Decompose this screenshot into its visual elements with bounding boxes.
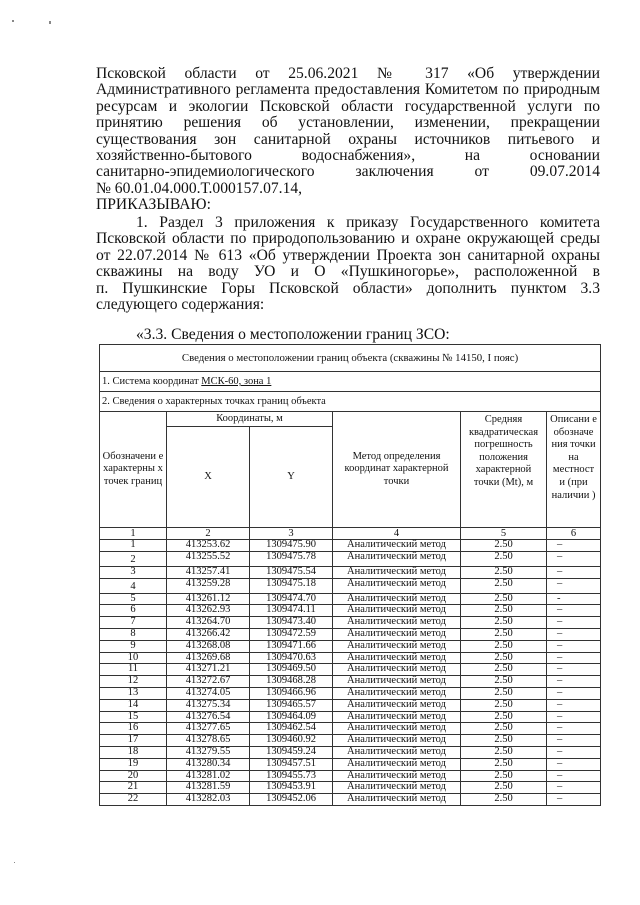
error-value: 2.50 (461, 664, 547, 676)
method: Аналитический метод (333, 687, 461, 699)
x-coordinate: 413280.34 (167, 758, 250, 770)
header-y: Y (250, 427, 333, 528)
point-number: 10 (100, 652, 167, 664)
point-description: – (547, 723, 601, 735)
text-line: Псковской области по природопользованию и охране окружающей среды (96, 230, 600, 248)
error-value: 2.50 (461, 770, 547, 782)
point-description: – (547, 711, 601, 723)
point-description: – (547, 699, 601, 711)
method: Аналитический метод (333, 746, 461, 758)
scan-speck (49, 21, 51, 24)
intro-paragraph (96, 66, 600, 214)
x-coordinate: 413279.55 (167, 746, 250, 758)
method: Аналитический метод (333, 566, 461, 578)
method: Аналитический метод (333, 652, 461, 664)
text-line: санитарно-эпидемиологического заключения от 09.07.2014 (96, 163, 600, 181)
x-coordinate: 413255.52 (167, 551, 250, 566)
point-description: - (547, 593, 601, 605)
coordinate-system (100, 372, 601, 392)
y-coordinate: 1309475.90 (250, 540, 333, 552)
point-number: 2 (100, 551, 167, 566)
y-coordinate: 1309457.51 (250, 758, 333, 770)
x-coordinate: 413277.65 (167, 723, 250, 735)
x-coordinate: 413278.65 (167, 735, 250, 747)
header-coordinates: Координаты, м (167, 412, 333, 427)
y-coordinate: 1309475.78 (250, 551, 333, 566)
method: Аналитический метод (333, 770, 461, 782)
error-value: 2.50 (461, 578, 547, 593)
method: Аналитический метод (333, 711, 461, 723)
method: Аналитический метод (333, 605, 461, 617)
point-number: 21 (100, 782, 167, 794)
x-coordinate: 413268.08 (167, 640, 250, 652)
point-number: 19 (100, 758, 167, 770)
y-coordinate: 1309459.24 (250, 746, 333, 758)
table-title-row (100, 345, 601, 372)
x-coordinate: 413269.68 (167, 652, 250, 664)
method: Аналитический метод (333, 782, 461, 794)
error-value: 2.50 (461, 540, 547, 552)
y-coordinate: 1309462.54 (250, 723, 333, 735)
table-row (100, 735, 601, 747)
table-row (100, 770, 601, 782)
point-description: – (547, 628, 601, 640)
error-value: 2.50 (461, 758, 547, 770)
point-number: 4 (100, 578, 167, 593)
point-number: 14 (100, 699, 167, 711)
error-value: 2.50 (461, 566, 547, 578)
point-number: 13 (100, 687, 167, 699)
point-number: 20 (100, 770, 167, 782)
point-number: 16 (100, 723, 167, 735)
point-description: – (547, 687, 601, 699)
error-value: 2.50 (461, 617, 547, 629)
text-line: Административного регламента предоставления Комитетом по природным (96, 81, 600, 99)
point-description: – (547, 578, 601, 593)
table-row (100, 746, 601, 758)
table-row (100, 664, 601, 676)
y-coordinate: 1309471.66 (250, 640, 333, 652)
x-coordinate: 413281.02 (167, 770, 250, 782)
x-coordinate: 413275.34 (167, 699, 250, 711)
point-number: 1 (100, 540, 167, 552)
point-description: – (547, 566, 601, 578)
table-row (100, 687, 601, 699)
header-error: Средняя квадратическая погрешность положения характерной точки (Мt), м (461, 412, 547, 528)
text-line: существования зон санитарной охраны источников питьевого и (96, 130, 600, 148)
method: Аналитический метод (333, 794, 461, 806)
table-title: Сведения о местоположении границ объекта (скважины № 14150, I пояс) (100, 345, 601, 372)
table-row (100, 551, 601, 566)
y-coordinate: 1309474.70 (250, 593, 333, 605)
column-number: 5 (461, 528, 547, 540)
y-coordinate: 1309475.18 (250, 578, 333, 593)
table-row (100, 699, 601, 711)
y-coordinate: 1309472.59 (250, 628, 333, 640)
table-row (100, 676, 601, 688)
error-value: 2.50 (461, 711, 547, 723)
text-line: ресурсам и экологии Псковской области государственной услуги по (96, 97, 600, 115)
x-coordinate: 413259.28 (167, 578, 250, 593)
point-description: – (547, 794, 601, 806)
point-number: 8 (100, 628, 167, 640)
column-numbers-row (100, 528, 601, 540)
table-row (100, 652, 601, 664)
text-line: скважины на воду УО и О «Пушкиногорье», расположенной в (96, 263, 600, 281)
y-coordinate: 1309469.50 (250, 664, 333, 676)
text-line: следующего содержания: (96, 295, 265, 313)
order-word: ПРИКАЗЫВАЮ: (96, 196, 211, 214)
table-row (100, 605, 601, 617)
y-coordinate: 1309452.06 (250, 794, 333, 806)
point-description: – (547, 664, 601, 676)
coordinate-system-label: 1. Система координат (102, 376, 202, 387)
error-value: 2.50 (461, 593, 547, 605)
table-row (100, 758, 601, 770)
header-point-designation: Обозначени е характерны х точек границ (100, 412, 167, 528)
points-section-row (100, 392, 601, 412)
table-row (100, 628, 601, 640)
point-number: 22 (100, 794, 167, 806)
error-value: 2.50 (461, 735, 547, 747)
error-value: 2.50 (461, 782, 547, 794)
text-line: Псковской области от 25.06.2021 № 317 «Об утверждении (96, 65, 600, 82)
point-description: – (547, 758, 601, 770)
table-row (100, 566, 601, 578)
point-description: – (547, 617, 601, 629)
point-description: – (547, 640, 601, 652)
method: Аналитический метод (333, 676, 461, 688)
table-body (100, 540, 601, 806)
text-line: п. Пушкинские Горы Псковской области» дополнить пунктом 3.3 (96, 279, 600, 297)
point-number: 18 (100, 746, 167, 758)
section-3-3-heading: «3.3. Сведения о местоположении границ ЗСО: (136, 326, 450, 343)
coordinate-system-row (100, 372, 601, 392)
point-number: 7 (100, 617, 167, 629)
method: Аналитический метод (333, 551, 461, 566)
table-row (100, 723, 601, 735)
zso-boundary-table (99, 344, 601, 806)
x-coordinate: 413253.62 (167, 540, 250, 552)
y-coordinate: 1309460.92 (250, 735, 333, 747)
text-line: от 22.07.2014 № 613 «Об утверждении Проекта зон санитарной охраны (96, 246, 600, 264)
table-row (100, 640, 601, 652)
table-row (100, 782, 601, 794)
text-line: 1. Раздел 3 приложения к приказу Государственного комитета (136, 214, 600, 231)
table-row (100, 617, 601, 629)
x-coordinate: 413266.42 (167, 628, 250, 640)
method: Аналитический метод (333, 628, 461, 640)
error-value: 2.50 (461, 551, 547, 566)
point-description: – (547, 540, 601, 552)
y-coordinate: 1309455.73 (250, 770, 333, 782)
header-row-1 (100, 412, 601, 427)
point-description: – (547, 782, 601, 794)
y-coordinate: 1309468.28 (250, 676, 333, 688)
y-coordinate: 1309473.40 (250, 617, 333, 629)
error-value: 2.50 (461, 699, 547, 711)
error-value: 2.50 (461, 628, 547, 640)
y-coordinate: 1309466.96 (250, 687, 333, 699)
method: Аналитический метод (333, 664, 461, 676)
method: Аналитический метод (333, 699, 461, 711)
y-coordinate: 1309464.09 (250, 711, 333, 723)
table-row (100, 540, 601, 552)
point-number: 3 (100, 566, 167, 578)
method: Аналитический метод (333, 617, 461, 629)
error-value: 2.50 (461, 652, 547, 664)
table-row (100, 578, 601, 593)
point-number: 12 (100, 676, 167, 688)
point-number: 11 (100, 664, 167, 676)
column-number: 3 (250, 528, 333, 540)
point-description: – (547, 551, 601, 566)
points-section-label: 2. Сведения о характерных точках границ объекта (100, 392, 601, 412)
x-coordinate: 413276.54 (167, 711, 250, 723)
point-number: 17 (100, 735, 167, 747)
header-x: X (167, 427, 250, 528)
point-description: – (547, 770, 601, 782)
text-line: № 60.01.04.000.Т.000157.07.14, (96, 179, 303, 197)
y-coordinate: 1309475.54 (250, 566, 333, 578)
method: Аналитический метод (333, 540, 461, 552)
point-number: 15 (100, 711, 167, 723)
point-description: – (547, 735, 601, 747)
item-1-paragraph (96, 215, 600, 313)
x-coordinate: 413257.41 (167, 566, 250, 578)
x-coordinate: 413281.59 (167, 782, 250, 794)
x-coordinate: 413272.67 (167, 676, 250, 688)
x-coordinate: 413274.05 (167, 687, 250, 699)
method: Аналитический метод (333, 735, 461, 747)
text-line: хозяйственно-бытового водоснабжения», на основании (96, 146, 600, 164)
table-row (100, 593, 601, 605)
error-value: 2.50 (461, 723, 547, 735)
point-description: – (547, 676, 601, 688)
coordinate-system-value: МСК-60, зона 1 (201, 376, 272, 387)
y-coordinate: 1309474.11 (250, 605, 333, 617)
y-coordinate: 1309470.63 (250, 652, 333, 664)
method: Аналитический метод (333, 593, 461, 605)
error-value: 2.50 (461, 687, 547, 699)
error-value: 2.50 (461, 794, 547, 806)
x-coordinate: 413262.93 (167, 605, 250, 617)
x-coordinate: 413282.03 (167, 794, 250, 806)
y-coordinate: 1309453.91 (250, 782, 333, 794)
method: Аналитический метод (333, 640, 461, 652)
point-number: 9 (100, 640, 167, 652)
point-description: – (547, 652, 601, 664)
table-row (100, 794, 601, 806)
scan-speck (14, 862, 15, 863)
column-number: 4 (333, 528, 461, 540)
x-coordinate: 413271.21 (167, 664, 250, 676)
header-description: Описани е обозначе ния точки на местност и (при наличии ) (547, 412, 601, 528)
point-description: – (547, 746, 601, 758)
method: Аналитический метод (333, 578, 461, 593)
column-number: 2 (167, 528, 250, 540)
error-value: 2.50 (461, 640, 547, 652)
column-number: 1 (100, 528, 167, 540)
header-method: Метод определения координат характерной точки (333, 412, 461, 528)
scan-speck (12, 20, 14, 22)
table-row (100, 711, 601, 723)
y-coordinate: 1309465.57 (250, 699, 333, 711)
point-number: 6 (100, 605, 167, 617)
error-value: 2.50 (461, 605, 547, 617)
error-value: 2.50 (461, 676, 547, 688)
x-coordinate: 413261.12 (167, 593, 250, 605)
text-line: принятию решения об установлении, изменении, прекращении (96, 114, 600, 132)
column-number: 6 (547, 528, 601, 540)
error-value: 2.50 (461, 746, 547, 758)
x-coordinate: 413264.70 (167, 617, 250, 629)
method: Аналитический метод (333, 758, 461, 770)
method: Аналитический метод (333, 723, 461, 735)
point-description: – (547, 605, 601, 617)
point-number: 5 (100, 593, 167, 605)
